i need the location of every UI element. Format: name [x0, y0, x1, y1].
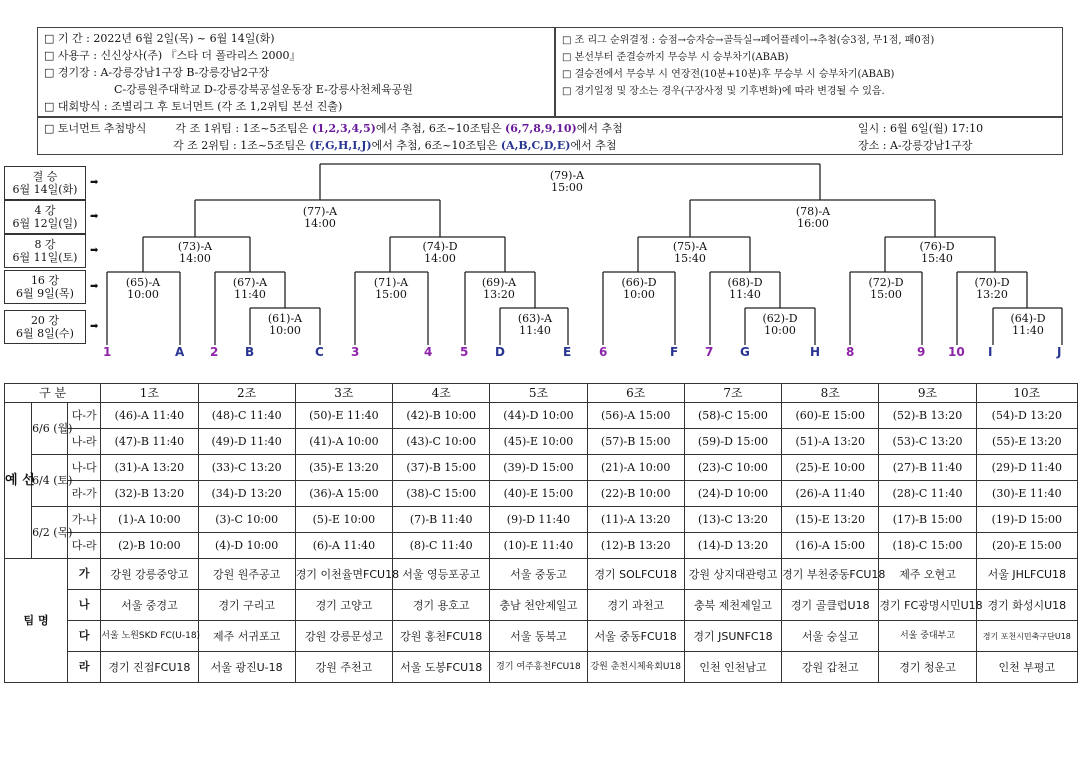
table-row [5, 652, 1078, 683]
draw-line1-d: (6,7,8,9,10) [505, 122, 577, 135]
game-cell: (34)-D 13:20 [198, 481, 295, 507]
slot-label: G [740, 345, 750, 359]
game-cell: (60)-E 15:00 [782, 403, 879, 429]
team-cell: 강원 갑천고 [782, 652, 879, 683]
table-row [5, 403, 1078, 429]
matchup-label: 나-다 [68, 455, 101, 481]
match-r16-66: (66)-D 10:00 [621, 276, 657, 301]
team-cell: 제주 서귀포고 [198, 621, 295, 652]
match-semi-77: (77)-A 14:00 [302, 205, 338, 230]
game-cell: (15)-E 13:20 [782, 507, 879, 533]
game-cell: (48)-C 11:40 [198, 403, 295, 429]
info-change-notice: □ 경기일정 및 장소는 경우(구장사정 및 기후변화)에 따라 변경될 수 있음. [562, 86, 885, 97]
team-letter: 다 [68, 621, 101, 652]
arrow-icon: ➡ [90, 211, 99, 222]
game-cell: (31)-A 13:20 [101, 455, 198, 481]
schedule-table [4, 383, 1078, 683]
match-r16-65: (65)-A 10:00 [125, 276, 161, 301]
match-r20-64: (64)-D 11:40 [1010, 312, 1046, 337]
match-qf-73: (73)-A 14:00 [177, 240, 213, 265]
round-semi: 4 강 6월 12일(일) [4, 200, 86, 234]
slot-label: F [670, 345, 679, 359]
team-cell: 경기 용호고 [393, 590, 490, 621]
game-cell: (11)-A 13:20 [587, 507, 684, 533]
matchup-label: 다-가 [68, 403, 101, 429]
match-qf-76: (76)-D 15:40 [919, 240, 955, 265]
game-cell: (35)-E 13:20 [295, 455, 392, 481]
team-cell: 강원 상지대관령고 [684, 559, 781, 590]
group-header: 1조 [101, 384, 198, 403]
table-row [5, 559, 1078, 590]
team-cell: 경기 구리고 [198, 590, 295, 621]
group-header: 2조 [198, 384, 295, 403]
team-cell: 경기 SOLFCU18 [587, 559, 684, 590]
team-cell: 서울 도봉FCU18 [393, 652, 490, 683]
team-letter: 가 [68, 559, 101, 590]
info-pk-rule: □ 본선부터 준결승까지 무승부 시 승부차기(ABAB) [562, 52, 789, 63]
group-header: 5조 [490, 384, 587, 403]
table-row [5, 621, 1078, 652]
game-cell: (43)-C 10:00 [393, 429, 490, 455]
game-cell: (26)-A 11:40 [782, 481, 879, 507]
match-r16-68: (68)-D 11:40 [727, 276, 763, 301]
table-row [5, 429, 1078, 455]
info-venue: □ 경기장 : A-강릉강남1구장 B-강릉강남2구장 [44, 66, 270, 79]
team-cell: 경기 부천중동FCU18 [782, 559, 879, 590]
game-cell: (4)-D 10:00 [198, 533, 295, 559]
matchup-label: 라-가 [68, 481, 101, 507]
info-ranking-rule: □ 조 리그 순위결정 : 승점→승자승→골득실→페어플레이→추첨(승3점, 무1점, 패0점) [562, 35, 935, 46]
matchup-label: 다-라 [68, 533, 101, 559]
draw-line2-a: 각 조 2위팀 : 1조~5조팀은 [173, 139, 310, 152]
game-cell: (30)-E 11:40 [976, 481, 1077, 507]
game-cell: (50)-E 11:40 [295, 403, 392, 429]
game-cell: (49)-D 11:40 [198, 429, 295, 455]
team-cell: 강원 원주공고 [198, 559, 295, 590]
matchup-label: 가-나 [68, 507, 101, 533]
table-row [5, 590, 1078, 621]
match-r20-61: (61)-A 10:00 [267, 312, 303, 337]
team-cell: 경기 고양고 [295, 590, 392, 621]
team-cell: 서울 노원SKD FC(U-18) [101, 621, 198, 652]
team-cell: 경기 여주흥천FCU18 [490, 652, 587, 683]
table-row [5, 481, 1078, 507]
match-r16-72: (72)-D 15:00 [868, 276, 904, 301]
group-header: 3조 [295, 384, 392, 403]
group-header: 4조 [393, 384, 490, 403]
match-r16-70: (70)-D 13:20 [974, 276, 1010, 301]
game-cell: (36)-A 15:00 [295, 481, 392, 507]
slot-label: 3 [351, 345, 360, 359]
game-cell: (9)-D 11:40 [490, 507, 587, 533]
info-final-rule: □ 결승전에서 무승부 시 연장전(10분+10분)후 무승부 시 승부차기(ABAB) [562, 69, 895, 80]
slot-label: D [495, 345, 505, 359]
team-cell: 경기 청운고 [879, 652, 976, 683]
game-cell: (7)-B 11:40 [393, 507, 490, 533]
info-format: □ 대회방식 : 조별리그 후 토너먼트 (각 조 1,2위팀 본선 진출) [44, 100, 343, 113]
day-label: 6/6 (월) [32, 403, 68, 455]
match-r20-62: (62)-D 10:00 [762, 312, 798, 337]
game-cell: (10)-E 11:40 [490, 533, 587, 559]
info-period: □ 기 간 : 2022년 6월 2일(목) ~ 6월 14일(화) [44, 32, 275, 45]
game-cell: (8)-C 11:40 [393, 533, 490, 559]
game-cell: (6)-A 11:40 [295, 533, 392, 559]
draw-line2-d: (A,B,C,D,E) [500, 139, 571, 152]
match-final: (79)-A 15:00 [549, 169, 585, 194]
table-row [5, 455, 1078, 481]
slot-label: 4 [424, 345, 433, 359]
game-cell: (33)-C 13:20 [198, 455, 295, 481]
game-cell: (19)-D 15:00 [976, 507, 1077, 533]
draw-line2-e: 에서 추첨 [570, 139, 617, 152]
team-cell: 강원 춘천시체육회U18 [587, 652, 684, 683]
day-label: 6/2 (목) [32, 507, 68, 559]
group-header: 6조 [587, 384, 684, 403]
team-cell: 서울 광진U-18 [198, 652, 295, 683]
day-label: 6/4 (토) [32, 455, 68, 507]
game-cell: (38)-C 15:00 [393, 481, 490, 507]
game-cell: (53)-C 13:20 [879, 429, 976, 455]
match-r16-69: (69)-A 13:20 [481, 276, 517, 301]
game-cell: (54)-D 13:20 [976, 403, 1077, 429]
match-r20-63: (63)-A 11:40 [517, 312, 553, 337]
game-cell: (24)-D 10:00 [684, 481, 781, 507]
game-cell: (16)-A 15:00 [782, 533, 879, 559]
game-cell: (51)-A 13:20 [782, 429, 879, 455]
game-cell: (20)-E 15:00 [976, 533, 1077, 559]
game-cell: (32)-B 13:20 [101, 481, 198, 507]
game-cell: (58)-C 15:00 [684, 403, 781, 429]
table-row [5, 533, 1078, 559]
team-cell: 강원 강릉문성고 [295, 621, 392, 652]
team-cell: 충남 천안제일고 [490, 590, 587, 621]
slot-label: 10 [948, 345, 965, 359]
team-name-label: 팀 명 [5, 559, 68, 683]
arrow-icon: ➡ [90, 177, 99, 188]
info-ball: □ 사용구 : 신신상사(주) 『스타 더 폴라리스 2000』 [44, 49, 301, 62]
draw-date: 일시 : 6월 6일(월) 17:10 [858, 122, 984, 135]
team-letter: 라 [68, 652, 101, 683]
slot-label: E [563, 345, 572, 359]
game-cell: (2)-B 10:00 [101, 533, 198, 559]
slot-label: 9 [917, 345, 926, 359]
game-cell: (14)-D 13:20 [684, 533, 781, 559]
round-20: 20 강 6월 8일(수) [4, 310, 86, 344]
team-cell: 서울 중대부고 [879, 621, 976, 652]
game-cell: (45)-E 10:00 [490, 429, 587, 455]
game-cell: (1)-A 10:00 [101, 507, 198, 533]
team-cell: 제주 오현고 [879, 559, 976, 590]
game-cell: (47)-B 11:40 [101, 429, 198, 455]
team-cell: 서울 중동고 [490, 559, 587, 590]
game-cell: (41)-A 10:00 [295, 429, 392, 455]
team-cell: 인천 부평고 [976, 652, 1077, 683]
arrow-icon: ➡ [90, 281, 99, 292]
matchup-label: 나-라 [68, 429, 101, 455]
draw-line1-b: (1,2,3,4,5) [311, 122, 376, 135]
team-letter: 나 [68, 590, 101, 621]
team-cell: 서울 중경고 [101, 590, 198, 621]
slot-label: 8 [846, 345, 855, 359]
team-cell: 충북 제천제일고 [684, 590, 781, 621]
group-header: 10조 [976, 384, 1077, 403]
draw-label: □ 토너먼트 추첨방식 [44, 122, 147, 135]
team-cell: 경기 진접FCU18 [101, 652, 198, 683]
game-cell: (3)-C 10:00 [198, 507, 295, 533]
team-cell: 경기 이천율면FCU18 [295, 559, 392, 590]
game-cell: (5)-E 10:00 [295, 507, 392, 533]
slot-label: I [988, 345, 993, 359]
draw-line1-e: 에서 추첨 [576, 122, 623, 135]
draw-place: 장소 : A-강릉강남1구장 [858, 139, 973, 152]
team-cell: 경기 골클럽U18 [782, 590, 879, 621]
group-header: 8조 [782, 384, 879, 403]
game-cell: (39)-D 15:00 [490, 455, 587, 481]
slot-label: J [1057, 345, 1062, 359]
game-cell: (25)-E 10:00 [782, 455, 879, 481]
game-cell: (29)-D 11:40 [976, 455, 1077, 481]
team-cell: 서울 영등포공고 [393, 559, 490, 590]
game-cell: (40)-E 15:00 [490, 481, 587, 507]
team-cell: 서울 JHLFCU18 [976, 559, 1077, 590]
game-cell: (12)-B 13:20 [587, 533, 684, 559]
arrow-icon: ➡ [90, 321, 99, 332]
slot-label: A [175, 345, 185, 359]
info-venue-2: C-강릉원주대학교 D-강릉강북공설운동장 E-강릉사천체육공원 [114, 83, 413, 96]
game-cell: (46)-A 11:40 [101, 403, 198, 429]
team-cell: 서울 숭실고 [782, 621, 879, 652]
draw-line2-b: (F,G,H,I,J) [309, 139, 372, 152]
header-gubun: 구 분 [5, 384, 101, 403]
match-qf-74: (74)-D 14:00 [422, 240, 458, 265]
team-cell: 강원 주천고 [295, 652, 392, 683]
round-quarter: 8 강 6월 11일(토) [4, 234, 86, 268]
team-cell: 경기 JSUNFC18 [684, 621, 781, 652]
slot-label: B [245, 345, 255, 359]
match-qf-75: (75)-A 15:40 [672, 240, 708, 265]
game-cell: (52)-B 13:20 [879, 403, 976, 429]
slot-label: H [810, 345, 821, 359]
game-cell: (55)-E 13:20 [976, 429, 1077, 455]
team-cell: 서울 동북고 [490, 621, 587, 652]
group-header: 9조 [879, 384, 976, 403]
slot-label: 5 [460, 345, 469, 359]
round-16: 16 강 6월 9일(목) [4, 270, 86, 304]
table-row [5, 507, 1078, 533]
game-cell: (42)-B 10:00 [393, 403, 490, 429]
draw-line1-a: 각 조 1위팀 : 1조~5조팀은 [175, 122, 312, 135]
round-final: 결 승 6월 14일(화) [4, 166, 86, 200]
team-cell: 경기 FC광명시민U18 [879, 590, 976, 621]
slot-label: 2 [210, 345, 219, 359]
game-cell: (44)-D 10:00 [490, 403, 587, 429]
game-cell: (59)-D 15:00 [684, 429, 781, 455]
team-cell: 강원 홍천FCU18 [393, 621, 490, 652]
arrow-icon: ➡ [90, 245, 99, 256]
game-cell: (57)-B 15:00 [587, 429, 684, 455]
draw-line1-c: 에서 추첨, 6조~10조팀은 [375, 122, 506, 135]
game-cell: (37)-B 15:00 [393, 455, 490, 481]
draw-line2-c: 에서 추첨, 6조~10조팀은 [371, 139, 501, 152]
team-cell: 인천 인천남고 [684, 652, 781, 683]
slot-label: C [315, 345, 324, 359]
slot-label: 1 [103, 345, 112, 359]
team-cell: 경기 화성시U18 [976, 590, 1077, 621]
prelim-label: 예 선 [5, 403, 32, 559]
game-cell: (22)-B 10:00 [587, 481, 684, 507]
match-r16-67: (67)-A 11:40 [232, 276, 268, 301]
game-cell: (17)-B 15:00 [879, 507, 976, 533]
group-header: 7조 [684, 384, 781, 403]
match-semi-78: (78)-A 16:00 [795, 205, 831, 230]
slot-label: 7 [705, 345, 714, 359]
game-cell: (56)-A 15:00 [587, 403, 684, 429]
team-cell: 경기 포천시민축구단U18 [976, 621, 1077, 652]
match-r16-71: (71)-A 15:00 [373, 276, 409, 301]
game-cell: (27)-B 11:40 [879, 455, 976, 481]
team-cell: 서울 중동FCU18 [587, 621, 684, 652]
game-cell: (23)-C 10:00 [684, 455, 781, 481]
slot-label: 6 [599, 345, 608, 359]
game-cell: (13)-C 13:20 [684, 507, 781, 533]
game-cell: (28)-C 11:40 [879, 481, 976, 507]
game-cell: (18)-C 15:00 [879, 533, 976, 559]
team-cell: 경기 과천고 [587, 590, 684, 621]
team-cell: 강원 강릉중앙고 [101, 559, 198, 590]
game-cell: (21)-A 10:00 [587, 455, 684, 481]
